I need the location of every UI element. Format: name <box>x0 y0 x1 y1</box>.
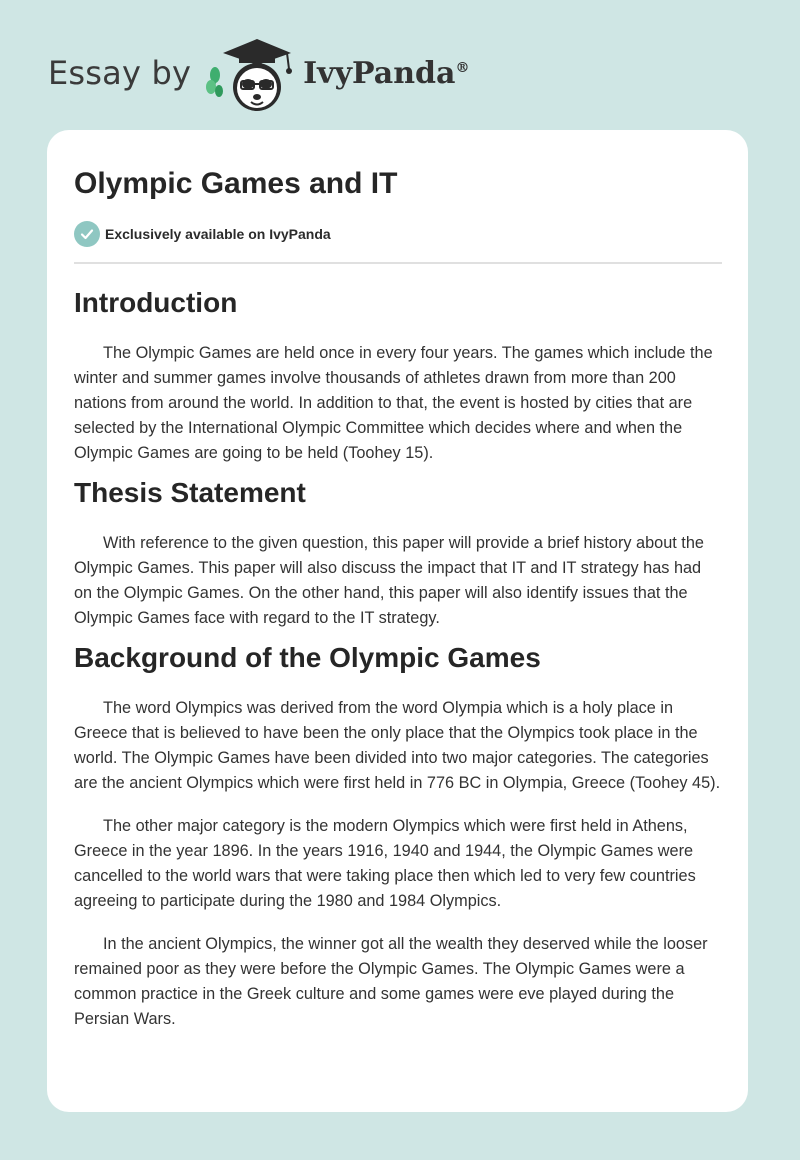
title-divider <box>74 262 722 264</box>
paragraph: The Olympic Games are held once in every four years. The games which include the winter and summer games involve thousands of athletes drawn from more than 200 nations from around the world. In addition to that, the event is hosted by cities that are selected by the International Olympic Committee which decides where and when the Olympic Games are going to be held (Toohey 15). <box>74 344 713 462</box>
section-heading-background: Background of the Olympic Games <box>74 642 541 673</box>
section-heading-introduction: Introduction <box>74 287 238 318</box>
essay-title: Olympic Games and IT <box>74 167 398 200</box>
brand-text: IvyPanda <box>303 55 456 91</box>
badge-label: Exclusively available on IvyPanda <box>105 226 331 242</box>
exclusive-badge <box>74 220 722 248</box>
registered-mark: ® <box>455 59 470 76</box>
check-circle-icon <box>74 221 100 247</box>
paragraph: In the ancient Olympics, the winner got all the wealth they deserved while the looser remained poor as they were before the Olympic Games. The Olympic Games were a common practice in the Greek culture and some games were eve played during the Persian Wars. <box>74 935 708 1028</box>
essay-card <box>47 130 748 1112</box>
brand-name[interactable] <box>303 56 469 91</box>
paragraph: The other major category is the modern Olympics which were first held in Athens, Greece in the year 1896. In the years 1916, 1940 and 1944, the Olympic Games were cancelled to the world wars that were taking place then which led to very few countries agreeing to participate during the 1980 and 1984 Olympics. <box>74 817 696 910</box>
essay-by-label: Essay by <box>48 54 192 92</box>
panda-logo-icon[interactable] <box>203 31 299 115</box>
paragraph: With reference to the given question, this paper will provide a brief history about the Olympic Games. This paper will also discuss the impact that IT and IT strategy has had on the Olympic Games. On the other hand, this paper will also identify issues that the Olympic Games face with regard to the IT strategy. <box>74 534 704 627</box>
paragraph: The word Olympics was derived from the word Olympia which is a holy place in Greece that is believed to have been the only place that the Olympics took place in the world. The Olympic Games have been divided into two major categories. The categories are the ancient Olympics which were first held in 776 BC in Olympia, Greece (Toohey 45). <box>74 699 721 792</box>
section-heading-thesis: Thesis Statement <box>74 477 306 508</box>
site-header <box>48 28 748 118</box>
